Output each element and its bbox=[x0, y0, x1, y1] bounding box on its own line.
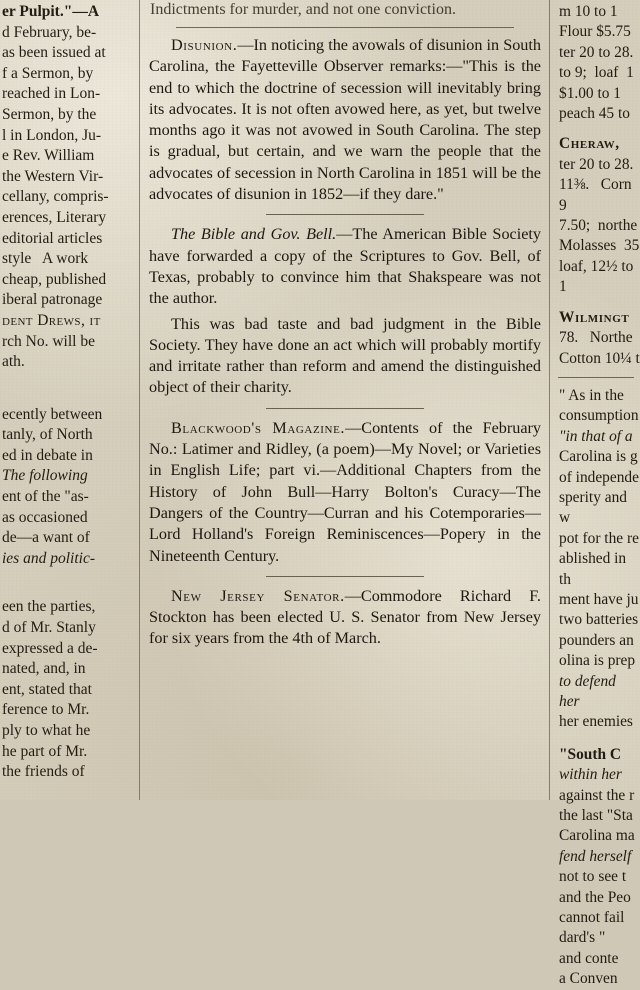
left-fragment: Sermon, by the bbox=[2, 105, 97, 123]
left-fragment: cheap, published bbox=[2, 270, 107, 288]
wilmington-line: 78. Northe bbox=[559, 329, 633, 347]
left-fragment: nated, and, in bbox=[2, 660, 86, 678]
market-line: peach 45 to bbox=[559, 105, 630, 123]
article-paragraph bbox=[149, 224, 541, 309]
editorial-line: ment have ju bbox=[559, 590, 639, 608]
cheraw-line: 11⅜. Corn 9 bbox=[559, 176, 636, 214]
column-rule-left bbox=[139, 0, 140, 800]
left-fragment: f a Sermon, by bbox=[2, 64, 94, 82]
south-line: and conte bbox=[559, 949, 619, 967]
left-fragment: iberal patronage bbox=[2, 291, 103, 309]
left-fragment: ies and politic- bbox=[2, 549, 95, 567]
south-line: not to see t bbox=[559, 868, 627, 886]
left-fragment: de—a want of bbox=[2, 529, 90, 547]
left-fragment: as been issued at bbox=[2, 44, 106, 62]
article-paragraph bbox=[149, 418, 541, 567]
left-fragment: ed in debate in bbox=[2, 446, 93, 464]
left-fragment: een the parties, bbox=[2, 598, 96, 616]
article-divider bbox=[176, 27, 514, 28]
column-left bbox=[0, 0, 136, 800]
left-fragment: the Western Vir- bbox=[2, 167, 104, 185]
article-divider bbox=[266, 214, 424, 215]
editorial-line: two batteries bbox=[559, 611, 639, 629]
market-line: $1.00 to 1 bbox=[559, 84, 621, 102]
editorial-line: " As in the bbox=[559, 386, 624, 404]
left-fragment: ference to Mr. bbox=[2, 701, 90, 719]
left-fragment: editorial articles bbox=[2, 229, 103, 247]
left-fragment: cellany, compris- bbox=[2, 188, 109, 206]
south-line: the last "Sta bbox=[559, 807, 633, 825]
right-divider bbox=[558, 377, 634, 378]
left-fragment: expressed a de- bbox=[2, 639, 98, 657]
column-rule-right bbox=[549, 0, 550, 800]
editorial-line: ablished in th bbox=[559, 550, 630, 588]
editorial-line: pounders an bbox=[559, 631, 634, 649]
article-divider bbox=[266, 576, 424, 577]
article-disunion bbox=[146, 35, 544, 205]
article-blackwoods-magazine bbox=[146, 418, 544, 567]
article-body: —In noticing the avowals of disunion in South Carolina, the Fayetteville Observer remarks:—"This is the end to which the doctrine of secession will inevitably bring its advocates. It is not often avowed here, as yet, but twelve months ago it was not avowed in South Carolina. The step is gradual, but certain, and we warn the people that the advocates of secession in North Carolina in 1851 will be the advocates of disunion in 1852—if they dare." bbox=[149, 36, 541, 204]
left-fragment: The following bbox=[2, 467, 88, 485]
left-fragment: ent, stated that bbox=[2, 680, 92, 698]
south-line: "South C bbox=[559, 745, 622, 763]
article-paragraph-2: This was bad taste and bad judgment in the Bible Society. They have done an act which will probably mortify and irritate rather than reform and amend the distinguished object of their charity. bbox=[149, 314, 541, 397]
article-paragraph bbox=[149, 586, 541, 650]
article-body: —Contents of the February No.: Latimer and Ridley, (a poem)—My Novel; or Varieties in English Life; part vi.—Additional Chapters from the History of John Bull—Harry Bolton's Curacy—The Dangers of the Country—Curran and his Cotemporaries—Lord Holland's Foreign Reminiscences—Popery in the Nineteenth Century. bbox=[149, 418, 541, 565]
editorial-line: "in that of a bbox=[559, 427, 633, 445]
article-divider bbox=[266, 408, 424, 409]
cheraw-line: loaf, 12½ to 1 bbox=[559, 257, 638, 296]
south-line: cannot fail bbox=[559, 909, 625, 927]
column-middle bbox=[146, 0, 544, 800]
wilmington-heading: Wilmingt bbox=[559, 308, 630, 326]
editorial-line: consumption bbox=[559, 407, 639, 425]
article-body: —Commodore Richard F. Stockton has been elected U. S. Senator from New Jersey for six years from the 4th of March. bbox=[149, 586, 541, 648]
article-headline: New Jersey Senator. bbox=[171, 586, 345, 605]
article-bible-gov-bell bbox=[146, 224, 544, 398]
south-line: dard's " bbox=[559, 929, 606, 947]
left-fragment: style A work bbox=[2, 250, 89, 268]
south-line: and the Peo bbox=[559, 888, 631, 906]
article-new-jersey-senator bbox=[146, 586, 544, 650]
editorial-line: of independe bbox=[559, 468, 639, 486]
left-fragment: ent of the "as- bbox=[2, 488, 89, 506]
market-line: to 9; loaf 1 bbox=[559, 64, 634, 82]
market-line: m 10 to 1 bbox=[559, 3, 618, 20]
left-fragment: ath. bbox=[2, 353, 25, 371]
cheraw-line: 7.50; northe bbox=[559, 217, 638, 235]
market-line: Flour $5.75 bbox=[559, 23, 631, 41]
south-line: against the r bbox=[559, 786, 635, 804]
left-fragment: er Pulpit."—A bbox=[2, 3, 100, 20]
editorial-line: sperity and w bbox=[559, 488, 631, 527]
editorial-line: to defend her bbox=[559, 672, 620, 710]
cheraw-heading: Cheraw, bbox=[559, 135, 620, 153]
south-line: within her bbox=[559, 766, 622, 784]
cut-off-line: Indictments for murder, and not one conviction. bbox=[150, 1, 456, 18]
left-fragment: rch No. will be bbox=[2, 332, 95, 350]
editorial-line: olina is prep bbox=[559, 652, 636, 670]
left-fragment: d February, be- bbox=[2, 23, 97, 41]
left-fragment: as occasioned bbox=[2, 508, 88, 526]
article-headline: Blackwood's Magazine. bbox=[171, 418, 346, 437]
south-line: Carolina ma bbox=[559, 827, 635, 845]
left-fragment: dent Drews, it bbox=[2, 311, 101, 329]
left-fragment: l in London, Ju- bbox=[2, 126, 102, 144]
left-fragment: ecently between bbox=[2, 405, 103, 423]
left-fragment: the friends of bbox=[2, 763, 85, 781]
editorial-line: pot for the re bbox=[559, 529, 639, 547]
editorial-line: Carolina is g bbox=[559, 448, 638, 466]
left-fragment: he part of Mr. bbox=[2, 742, 88, 760]
left-fragment: e Rev. William bbox=[2, 147, 95, 165]
left-fragment: d of Mr. Stanly bbox=[2, 619, 96, 637]
cheraw-line: ter 20 to 28. bbox=[559, 155, 634, 173]
article-headline: Disunion. bbox=[171, 36, 238, 54]
left-fragment: reached in Lon- bbox=[2, 85, 101, 103]
south-line: a Conven bbox=[559, 970, 618, 988]
left-fragment: tanly, of North bbox=[2, 426, 93, 444]
editorial-line: her enemies bbox=[559, 713, 633, 731]
article-paragraph bbox=[149, 35, 541, 205]
column-right bbox=[556, 0, 640, 988]
market-line: ter 20 to 28. bbox=[559, 43, 634, 61]
left-fragment: erences, Literary bbox=[2, 208, 107, 226]
south-line: fend herself bbox=[559, 847, 632, 865]
wilmington-line: Cotton 10¼ t bbox=[559, 349, 640, 367]
cheraw-line: Molasses 35 bbox=[559, 237, 640, 255]
left-fragment: ply to what he bbox=[2, 722, 91, 739]
article-headline: The Bible and Gov. Bell. bbox=[171, 225, 337, 244]
article-body: —The American Bible Society have forwarded a copy of the Scriptures to Gov. Bell, of Texas, probably to convince him that Shakspeare was not the author. bbox=[149, 225, 541, 308]
